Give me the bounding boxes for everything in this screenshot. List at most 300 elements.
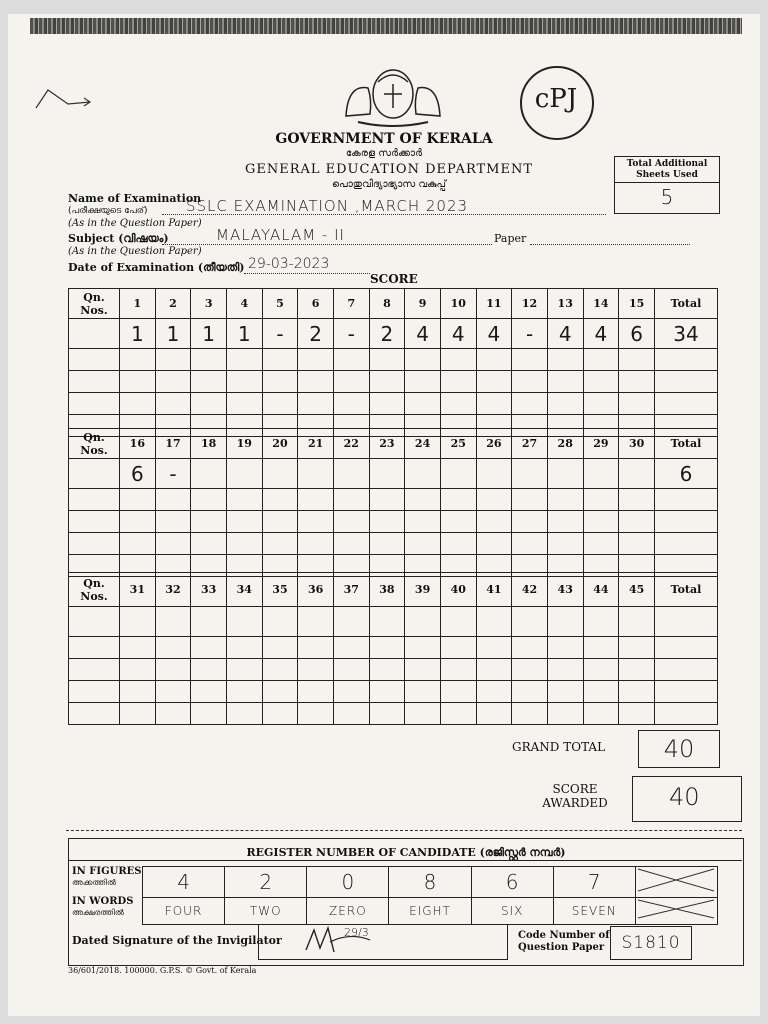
reg-word-3: ZERO bbox=[307, 898, 389, 925]
empty-score-cell bbox=[619, 371, 655, 393]
score-cell-20 bbox=[262, 459, 298, 489]
empty-score-cell bbox=[155, 681, 191, 703]
score-cell-8: 2 bbox=[369, 319, 405, 349]
row-lead-cell bbox=[69, 703, 120, 725]
total-header: Total bbox=[655, 429, 718, 459]
question-number-18: 18 bbox=[191, 429, 227, 459]
empty-score-cell bbox=[298, 681, 334, 703]
empty-score-cell bbox=[262, 637, 298, 659]
empty-score-cell bbox=[226, 371, 262, 393]
empty-score-cell bbox=[369, 637, 405, 659]
additional-sheets-box bbox=[614, 156, 720, 214]
empty-score-cell bbox=[619, 659, 655, 681]
qn-nos-header bbox=[69, 289, 120, 319]
date-line bbox=[244, 273, 370, 274]
question-number-7: 7 bbox=[333, 289, 369, 319]
score-table-q16-30 bbox=[68, 428, 718, 577]
in-figures-label-ml: അക്കത്തിൽ bbox=[72, 878, 116, 887]
empty-score-cell bbox=[440, 393, 476, 415]
question-number-2: 2 bbox=[155, 289, 191, 319]
score-cell-21 bbox=[298, 459, 334, 489]
question-number-28: 28 bbox=[547, 429, 583, 459]
question-number-8: 8 bbox=[369, 289, 405, 319]
score-cell-16: 6 bbox=[120, 459, 156, 489]
question-number-42: 42 bbox=[512, 573, 548, 607]
empty-score-cell bbox=[191, 533, 227, 555]
code-label-1: Code Number of bbox=[518, 930, 610, 941]
question-number-32: 32 bbox=[155, 573, 191, 607]
empty-score-cell bbox=[226, 681, 262, 703]
score-cell-29 bbox=[583, 459, 619, 489]
score-row bbox=[69, 703, 718, 725]
empty-score-cell bbox=[512, 371, 548, 393]
nos-label: Nos. bbox=[80, 303, 108, 317]
score-row bbox=[69, 371, 718, 393]
question-number-1: 1 bbox=[120, 289, 156, 319]
empty-score-cell bbox=[298, 489, 334, 511]
empty-score-cell bbox=[120, 659, 156, 681]
row-lead-cell bbox=[69, 459, 120, 489]
question-number-21: 21 bbox=[298, 429, 334, 459]
question-number-35: 35 bbox=[262, 573, 298, 607]
empty-score-cell bbox=[155, 371, 191, 393]
score-row bbox=[69, 681, 718, 703]
empty-score-cell bbox=[226, 533, 262, 555]
row-lead-cell bbox=[69, 607, 120, 637]
score-cell-14: 4 bbox=[583, 319, 619, 349]
empty-score-cell bbox=[333, 393, 369, 415]
reg-fig-6: 7 bbox=[553, 867, 635, 898]
register-title-rule bbox=[68, 860, 742, 861]
score-awarded-value: 40 bbox=[669, 783, 700, 811]
empty-score-cell bbox=[547, 659, 583, 681]
score-cell-2: 1 bbox=[155, 319, 191, 349]
empty-score-cell bbox=[120, 703, 156, 725]
row-lead-cell bbox=[69, 533, 120, 555]
grand-total-label: GRAND TOTAL bbox=[512, 740, 606, 754]
in-words-label: IN WORDS bbox=[72, 896, 134, 907]
reg-word-6: SEVEN bbox=[553, 898, 635, 925]
score-table-q1-15 bbox=[68, 288, 718, 437]
score-row bbox=[69, 511, 718, 533]
empty-score-cell bbox=[298, 607, 334, 637]
score-cell-13: 4 bbox=[547, 319, 583, 349]
empty-score-cell bbox=[476, 371, 512, 393]
empty-score-cell bbox=[547, 607, 583, 637]
empty-score-cell bbox=[405, 703, 441, 725]
empty-score-cell bbox=[547, 489, 583, 511]
question-number-22: 22 bbox=[333, 429, 369, 459]
empty-score-cell bbox=[262, 607, 298, 637]
empty-score-cell bbox=[226, 349, 262, 371]
paper-line bbox=[530, 244, 690, 245]
empty-score-cell bbox=[262, 349, 298, 371]
empty-score-cell bbox=[191, 637, 227, 659]
score-row bbox=[69, 349, 718, 371]
score-cell-10: 4 bbox=[440, 319, 476, 349]
question-number-6: 6 bbox=[298, 289, 334, 319]
empty-score-cell bbox=[547, 703, 583, 725]
empty-score-cell bbox=[512, 703, 548, 725]
empty-total-cell bbox=[655, 681, 718, 703]
empty-score-cell bbox=[226, 607, 262, 637]
question-number-30: 30 bbox=[619, 429, 655, 459]
empty-score-cell bbox=[191, 681, 227, 703]
empty-score-cell bbox=[120, 533, 156, 555]
question-number-11: 11 bbox=[476, 289, 512, 319]
empty-score-cell bbox=[226, 489, 262, 511]
empty-score-cell bbox=[155, 489, 191, 511]
empty-score-cell bbox=[547, 533, 583, 555]
empty-score-cell bbox=[155, 349, 191, 371]
footer-print-line: 36/601/2018. 100000. G.P.S. © Govt. of Kerala bbox=[68, 966, 257, 975]
question-number-27: 27 bbox=[512, 429, 548, 459]
question-number-24: 24 bbox=[405, 429, 441, 459]
scanned-top-edge bbox=[30, 18, 742, 34]
empty-score-cell bbox=[512, 681, 548, 703]
empty-score-cell bbox=[405, 489, 441, 511]
score-cell-26 bbox=[476, 459, 512, 489]
empty-score-cell bbox=[405, 637, 441, 659]
score-row bbox=[69, 637, 718, 659]
score-awarded-label-2: AWARDED bbox=[542, 796, 608, 810]
empty-score-cell bbox=[333, 533, 369, 555]
additional-label-1: Total Additional bbox=[626, 159, 708, 169]
government-heading: GOVERNMENT OF KERALA bbox=[275, 131, 493, 147]
empty-score-cell bbox=[369, 681, 405, 703]
empty-score-cell bbox=[619, 393, 655, 415]
empty-score-cell bbox=[512, 533, 548, 555]
additional-sheets-value: 5 bbox=[660, 185, 674, 209]
question-number-17: 17 bbox=[155, 429, 191, 459]
empty-score-cell bbox=[155, 393, 191, 415]
empty-score-cell bbox=[369, 659, 405, 681]
question-number-36: 36 bbox=[298, 573, 334, 607]
question-number-41: 41 bbox=[476, 573, 512, 607]
empty-score-cell bbox=[619, 607, 655, 637]
empty-score-cell bbox=[440, 533, 476, 555]
empty-score-cell bbox=[619, 703, 655, 725]
empty-score-cell bbox=[583, 681, 619, 703]
in-figures-label: IN FIGURES bbox=[72, 866, 142, 877]
reg-word-5: SIX bbox=[471, 898, 553, 925]
empty-score-cell bbox=[583, 393, 619, 415]
empty-score-cell bbox=[405, 533, 441, 555]
exam-name-label-ml: (പരീക്ഷയുടെ പേര്) bbox=[68, 206, 148, 216]
empty-score-cell bbox=[547, 349, 583, 371]
question-number-3: 3 bbox=[191, 289, 227, 319]
empty-score-cell bbox=[619, 637, 655, 659]
nos-label: Nos. bbox=[80, 589, 108, 603]
question-number-15: 15 bbox=[619, 289, 655, 319]
row-lead-cell bbox=[69, 637, 120, 659]
question-number-40: 40 bbox=[440, 573, 476, 607]
empty-score-cell bbox=[405, 659, 441, 681]
empty-score-cell bbox=[333, 511, 369, 533]
nos-label: Nos. bbox=[80, 443, 108, 457]
empty-score-cell bbox=[476, 489, 512, 511]
empty-score-cell bbox=[369, 393, 405, 415]
empty-score-cell bbox=[333, 703, 369, 725]
signature-date: 29/3 bbox=[344, 926, 369, 939]
empty-score-cell bbox=[120, 489, 156, 511]
empty-score-cell bbox=[476, 607, 512, 637]
question-number-25: 25 bbox=[440, 429, 476, 459]
signature-label: Dated Signature of the Invigilator bbox=[72, 934, 282, 947]
reg-word-1: FOUR bbox=[143, 898, 225, 925]
empty-score-cell bbox=[262, 703, 298, 725]
empty-score-cell bbox=[619, 489, 655, 511]
empty-score-cell bbox=[440, 349, 476, 371]
empty-total-cell bbox=[655, 533, 718, 555]
qn-nos-header bbox=[69, 429, 120, 459]
qn-label: Qn. bbox=[83, 290, 105, 304]
empty-total-cell bbox=[655, 703, 718, 725]
empty-score-cell bbox=[298, 637, 334, 659]
score-cell-3: 1 bbox=[191, 319, 227, 349]
empty-score-cell bbox=[333, 349, 369, 371]
empty-total-cell bbox=[655, 607, 718, 637]
additional-label-2: Sheets Used bbox=[636, 170, 698, 180]
register-number-grid bbox=[142, 866, 718, 925]
empty-score-cell bbox=[405, 681, 441, 703]
empty-score-cell bbox=[369, 371, 405, 393]
empty-score-cell bbox=[512, 511, 548, 533]
score-cell-19 bbox=[226, 459, 262, 489]
stamp-text: cPJ bbox=[534, 84, 578, 114]
empty-score-cell bbox=[547, 393, 583, 415]
question-number-26: 26 bbox=[476, 429, 512, 459]
empty-score-cell bbox=[512, 393, 548, 415]
empty-score-cell bbox=[476, 703, 512, 725]
row-lead-cell bbox=[69, 659, 120, 681]
empty-score-cell bbox=[476, 349, 512, 371]
department-heading: GENERAL EDUCATION DEPARTMENT bbox=[244, 162, 534, 177]
grand-total-value: 40 bbox=[663, 735, 695, 763]
score-row bbox=[69, 489, 718, 511]
empty-score-cell bbox=[191, 659, 227, 681]
exam-name-label: Name of Examination bbox=[68, 192, 202, 205]
row-lead-cell bbox=[69, 371, 120, 393]
empty-score-cell bbox=[512, 489, 548, 511]
score-title: SCORE bbox=[370, 272, 418, 286]
question-number-5: 5 bbox=[262, 289, 298, 319]
empty-score-cell bbox=[226, 703, 262, 725]
empty-score-cell bbox=[120, 607, 156, 637]
empty-score-cell bbox=[369, 533, 405, 555]
empty-score-cell bbox=[476, 511, 512, 533]
empty-score-cell bbox=[155, 511, 191, 533]
empty-total-cell bbox=[655, 393, 718, 415]
question-number-44: 44 bbox=[583, 573, 619, 607]
question-number-45: 45 bbox=[619, 573, 655, 607]
empty-score-cell bbox=[191, 607, 227, 637]
empty-score-cell bbox=[440, 489, 476, 511]
empty-score-cell bbox=[191, 511, 227, 533]
empty-score-cell bbox=[619, 533, 655, 555]
empty-score-cell bbox=[155, 659, 191, 681]
empty-score-cell bbox=[405, 607, 441, 637]
empty-score-cell bbox=[120, 637, 156, 659]
empty-score-cell bbox=[512, 659, 548, 681]
question-number-19: 19 bbox=[226, 429, 262, 459]
empty-score-cell bbox=[405, 393, 441, 415]
reg-fig-1: 4 bbox=[143, 867, 225, 898]
code-value: S1810 bbox=[621, 933, 681, 953]
question-number-34: 34 bbox=[226, 573, 262, 607]
score-cell-11: 4 bbox=[476, 319, 512, 349]
row-lead-cell bbox=[69, 349, 120, 371]
score-awarded-label-1: SCORE bbox=[552, 782, 598, 796]
empty-total-cell bbox=[655, 371, 718, 393]
empty-total-cell bbox=[655, 637, 718, 659]
pen-mark bbox=[28, 80, 98, 116]
reg-fig-2: 2 bbox=[225, 867, 307, 898]
empty-score-cell bbox=[369, 489, 405, 511]
empty-score-cell bbox=[440, 681, 476, 703]
empty-total-cell bbox=[655, 489, 718, 511]
paper-label: Paper bbox=[494, 232, 527, 245]
score-cell-25 bbox=[440, 459, 476, 489]
empty-score-cell bbox=[155, 533, 191, 555]
subject-value: MALAYALAM - II bbox=[216, 226, 345, 244]
score-awarded-box bbox=[632, 776, 742, 822]
in-words-label-ml: അക്ഷരത്തിൽ bbox=[72, 908, 124, 917]
empty-score-cell bbox=[298, 533, 334, 555]
empty-total-cell bbox=[655, 659, 718, 681]
empty-score-cell bbox=[298, 703, 334, 725]
empty-score-cell bbox=[405, 511, 441, 533]
question-number-16: 16 bbox=[120, 429, 156, 459]
empty-score-cell bbox=[298, 349, 334, 371]
empty-score-cell bbox=[547, 511, 583, 533]
grand-total-box bbox=[638, 730, 720, 768]
empty-score-cell bbox=[440, 659, 476, 681]
department-heading-ml: പൊതുവിദ്യാഭ്യാസ വകുപ്പ് bbox=[332, 179, 446, 190]
empty-total-cell bbox=[655, 349, 718, 371]
score-cell-1: 1 bbox=[120, 319, 156, 349]
score-row bbox=[69, 533, 718, 555]
empty-score-cell bbox=[619, 681, 655, 703]
government-heading-ml: കേരള സർക്കാർ bbox=[345, 148, 423, 159]
subject-label: Subject (വിഷയം) bbox=[68, 232, 169, 245]
subject-line bbox=[162, 244, 492, 245]
empty-score-cell bbox=[476, 659, 512, 681]
empty-score-cell bbox=[619, 349, 655, 371]
kerala-emblem-icon bbox=[338, 64, 448, 130]
empty-score-cell bbox=[191, 371, 227, 393]
empty-total-cell bbox=[655, 511, 718, 533]
empty-score-cell bbox=[369, 607, 405, 637]
qn-label: Qn. bbox=[83, 430, 105, 444]
question-number-43: 43 bbox=[547, 573, 583, 607]
empty-score-cell bbox=[298, 371, 334, 393]
score-row bbox=[69, 607, 718, 637]
empty-score-cell bbox=[191, 349, 227, 371]
question-number-13: 13 bbox=[547, 289, 583, 319]
score-cell-23 bbox=[369, 459, 405, 489]
reg-word-crossed bbox=[635, 898, 717, 925]
question-number-10: 10 bbox=[440, 289, 476, 319]
score-cell-7: - bbox=[333, 319, 369, 349]
row-lead-cell bbox=[69, 681, 120, 703]
row-lead-cell bbox=[69, 319, 120, 349]
empty-score-cell bbox=[583, 511, 619, 533]
empty-score-cell bbox=[583, 607, 619, 637]
empty-score-cell bbox=[440, 607, 476, 637]
score-cell-24 bbox=[405, 459, 441, 489]
reg-fig-3: 0 bbox=[307, 867, 389, 898]
empty-score-cell bbox=[333, 371, 369, 393]
empty-score-cell bbox=[440, 703, 476, 725]
subject-as-in-note: (As in the Question Paper) bbox=[68, 246, 202, 257]
empty-score-cell bbox=[262, 489, 298, 511]
empty-score-cell bbox=[262, 393, 298, 415]
score-row bbox=[69, 319, 718, 349]
empty-score-cell bbox=[512, 349, 548, 371]
empty-score-cell bbox=[512, 607, 548, 637]
empty-score-cell bbox=[155, 637, 191, 659]
empty-score-cell bbox=[619, 511, 655, 533]
empty-score-cell bbox=[298, 659, 334, 681]
empty-score-cell bbox=[262, 371, 298, 393]
empty-score-cell bbox=[583, 533, 619, 555]
empty-score-cell bbox=[583, 371, 619, 393]
empty-score-cell bbox=[155, 607, 191, 637]
empty-score-cell bbox=[155, 703, 191, 725]
score-cell-28 bbox=[547, 459, 583, 489]
score-cell-6: 2 bbox=[298, 319, 334, 349]
reg-fig-crossed bbox=[635, 867, 717, 898]
score-row bbox=[69, 659, 718, 681]
empty-score-cell bbox=[333, 659, 369, 681]
score-cell-9: 4 bbox=[405, 319, 441, 349]
question-number-12: 12 bbox=[512, 289, 548, 319]
empty-score-cell bbox=[369, 511, 405, 533]
empty-score-cell bbox=[333, 489, 369, 511]
empty-score-cell bbox=[120, 681, 156, 703]
empty-score-cell bbox=[512, 637, 548, 659]
score-row bbox=[69, 459, 718, 489]
code-label-2: Question Paper bbox=[518, 942, 605, 953]
empty-score-cell bbox=[476, 533, 512, 555]
empty-score-cell bbox=[226, 511, 262, 533]
qn-nos-header bbox=[69, 573, 120, 607]
empty-score-cell bbox=[120, 371, 156, 393]
score-cell-18 bbox=[191, 459, 227, 489]
exam-name-value: SSLC EXAMINATION ,MARCH 2023 bbox=[186, 197, 469, 215]
question-number-4: 4 bbox=[226, 289, 262, 319]
empty-score-cell bbox=[333, 607, 369, 637]
empty-score-cell bbox=[476, 681, 512, 703]
empty-score-cell bbox=[369, 703, 405, 725]
score-table-q31-45 bbox=[68, 572, 718, 725]
exam-as-in-note: (As in the Question Paper) bbox=[68, 218, 202, 229]
empty-score-cell bbox=[333, 637, 369, 659]
empty-score-cell bbox=[405, 371, 441, 393]
empty-score-cell bbox=[440, 637, 476, 659]
question-number-23: 23 bbox=[369, 429, 405, 459]
empty-score-cell bbox=[476, 637, 512, 659]
row-total-value: 34 bbox=[655, 319, 718, 349]
empty-score-cell bbox=[440, 511, 476, 533]
empty-score-cell bbox=[226, 393, 262, 415]
question-number-14: 14 bbox=[583, 289, 619, 319]
code-box bbox=[610, 926, 692, 960]
empty-score-cell bbox=[476, 393, 512, 415]
empty-score-cell bbox=[547, 681, 583, 703]
empty-score-cell bbox=[583, 659, 619, 681]
